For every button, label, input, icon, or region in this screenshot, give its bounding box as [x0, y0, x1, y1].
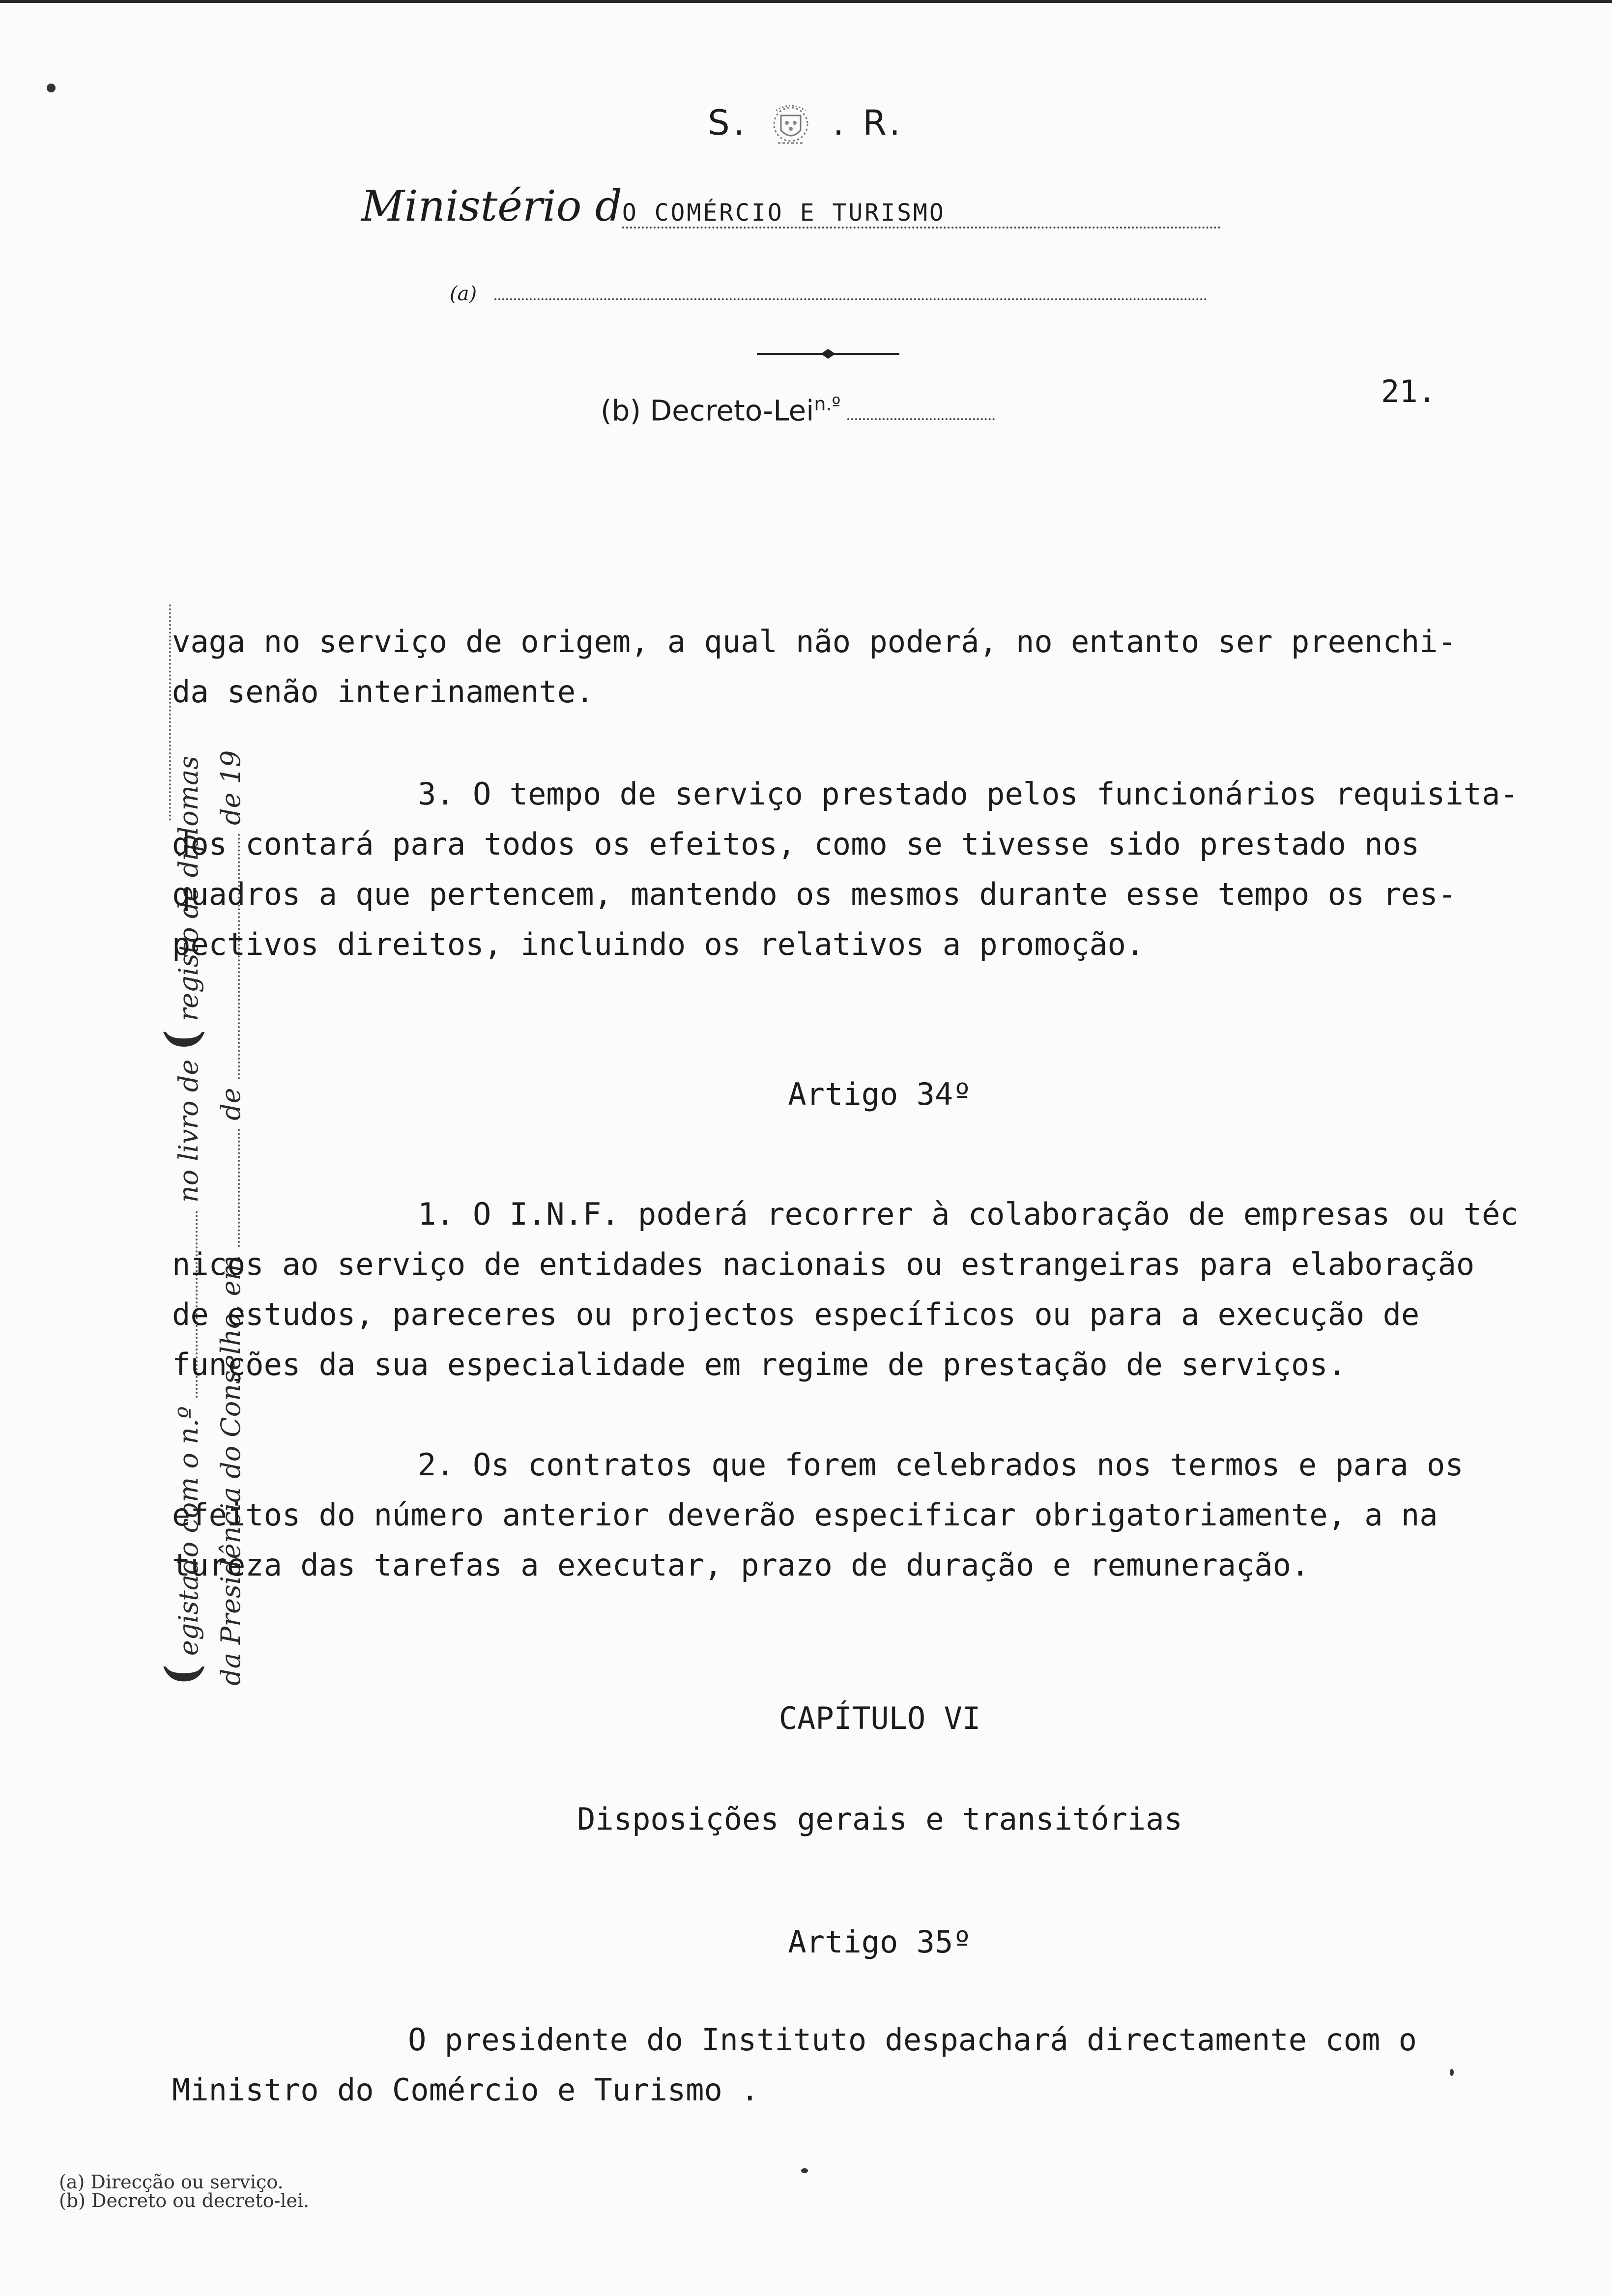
field-a — [450, 283, 1207, 305]
chapter-title: Disposições gerais e transitórias — [577, 1801, 1182, 1837]
text-line: 2. Os contratos que forem celebrados nos termos e para os — [418, 1447, 1464, 1483]
decreto-line — [601, 393, 995, 427]
text-line: efeitos do número anterior deverão especificar obrigatoriamente, a na — [172, 1497, 1438, 1533]
field-a-label: (a) — [450, 283, 477, 305]
paragraph-2 — [172, 769, 1597, 970]
text-line: vaga no serviço de origem, a qual não poderá, no entanto ser preenchi- — [172, 624, 1456, 660]
scan-speck — [47, 84, 56, 92]
paragraph-3 — [172, 1189, 1597, 1390]
ministry-typed: O COMÉRCIO E TURISMO — [622, 199, 1221, 229]
text-line: dos contará para todos os efeitos, como se tivesse sido prestado nos — [172, 826, 1420, 862]
brace-icon: ( — [155, 1029, 208, 1051]
top-border — [0, 0, 1612, 3]
article-35-heading: Artigo 35º — [788, 1924, 972, 1960]
paragraph-1 — [172, 617, 1597, 717]
text-line: 3. O tempo de serviço prestado pelos funcionários requisita- — [418, 776, 1519, 812]
sr-left: S. — [708, 103, 748, 144]
ministry-line — [361, 182, 1221, 231]
decreto-prefix: (b) — [601, 394, 641, 428]
ornament-divider-icon — [757, 344, 899, 364]
margin-text: de 19 — [215, 750, 246, 826]
text-line: pectivos direitos, incluindo os relativos a promoção. — [172, 926, 1145, 962]
margin-text: egistado com o n.º — [173, 1406, 204, 1656]
letterhead-sr — [0, 96, 1612, 155]
chapter-heading: CAPÍTULO VI — [778, 1700, 981, 1736]
decreto-dotted-line — [847, 418, 995, 420]
text-line: tureza das tarefas a executar, prazo de duração e remuneração. — [172, 1547, 1310, 1583]
margin-text: de — [215, 1088, 246, 1120]
text-line: quadros a que pertencem, mantendo os mesmos durante esse tempo os res- — [172, 876, 1456, 912]
text-line: 1. O I.N.F. poderá recorrer à colaboração de empresas ou téc — [418, 1196, 1519, 1232]
decreto-label: Decreto-Lei — [650, 394, 814, 428]
ministry-prefix: Ministério d — [361, 182, 622, 231]
margin-dotted-rule — [169, 604, 171, 821]
text-line: O presidente do Instituto despachará directamente com o — [408, 2022, 1417, 2058]
scan-speck — [801, 2168, 808, 2173]
margin-text: da Presidência do Conselho, em — [215, 1255, 246, 1686]
scan-speck — [1450, 2069, 1454, 2076]
text-line: de estudos, pareceres ou projectos específicos ou para a execução de — [172, 1296, 1420, 1332]
coat-of-arms-icon — [761, 96, 820, 155]
brace-icon: ( — [155, 1664, 208, 1686]
footnote-b: (b) Decreto ou decreto-lei. — [59, 2190, 310, 2211]
decreto-sup: n.º — [814, 393, 841, 415]
margin-text: no livro de — [173, 1059, 204, 1203]
footnote-a: (a) Direcção ou serviço. — [59, 2171, 284, 2193]
text-line: da senão interinamente. — [172, 674, 594, 710]
article-34-heading: Artigo 34º — [788, 1076, 972, 1112]
field-a-dotted-line — [494, 298, 1207, 300]
paragraph-4 — [172, 1440, 1597, 1590]
text-line: Ministro do Comércio e Turismo . — [172, 2072, 759, 2108]
sr-right: . R. — [833, 103, 904, 144]
margin-text: registo de diplomas — [173, 756, 204, 1021]
paragraph-5 — [172, 2015, 1597, 2115]
text-line: nicos ao serviço de entidades nacionais ou estrangeiras para elaboração — [172, 1246, 1475, 1282]
text-line: funções da sua especialidade em regime de prestação de serviços. — [172, 1347, 1346, 1382]
page-number: 21. — [1381, 373, 1436, 409]
